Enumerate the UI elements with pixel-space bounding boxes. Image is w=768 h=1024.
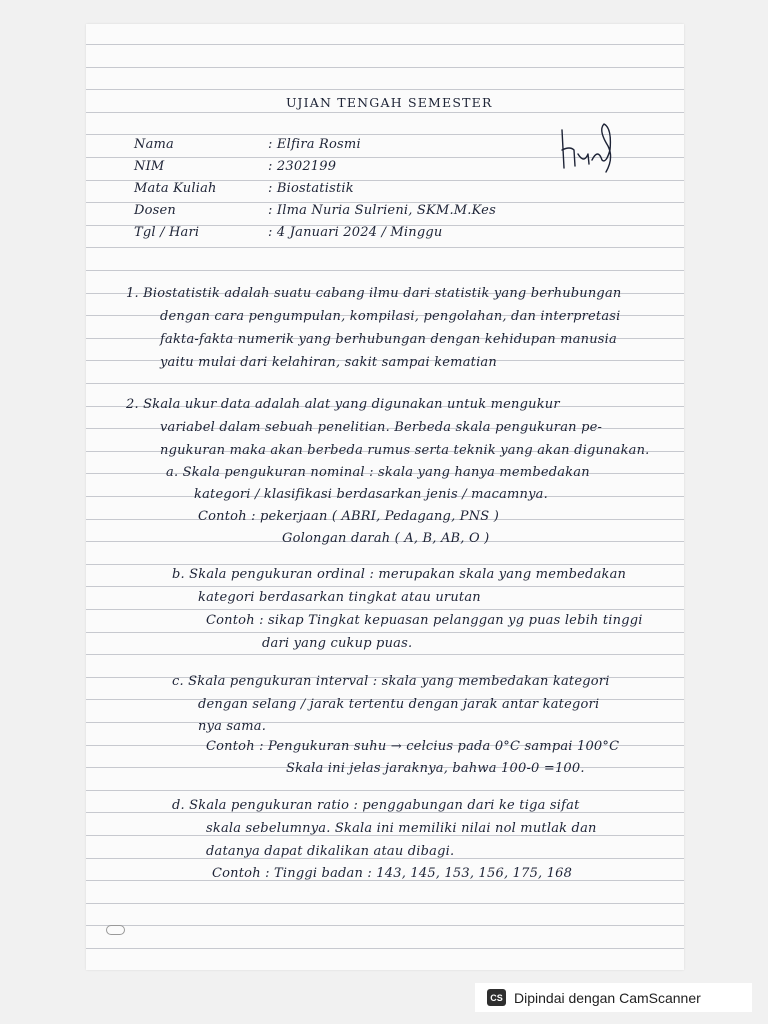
answer-line: a. Skala pengukuran nominal : skala yang hanya membedakan xyxy=(166,465,590,480)
answer-line: Contoh : Tinggi badan : 143, 145, 153, 156, 175, 168 xyxy=(212,866,573,881)
answer-line: Golongan darah ( A, B, AB, O ) xyxy=(282,531,490,546)
answer-line: Contoh : Pengukuran suhu → celcius pada 0°C sampai 100°C xyxy=(206,739,620,754)
answer-line: ngukuran maka akan berbeda rumus serta teknik yang akan digunakan. xyxy=(160,443,650,458)
field-value: : Elfira Rosmi xyxy=(268,137,361,152)
rule-line xyxy=(86,632,684,633)
camscanner-label: Dipindai dengan CamScanner xyxy=(514,989,701,1006)
answer-line: c. Skala pengukuran interval : skala yang membedakan kategori xyxy=(172,674,610,689)
rule-line xyxy=(86,925,684,926)
rule-line xyxy=(86,722,684,723)
rule-line xyxy=(86,67,684,68)
rule-line xyxy=(86,89,684,90)
field-value: : 4 Januari 2024 / Minggu xyxy=(268,225,443,240)
field-label: Dosen xyxy=(134,203,176,218)
camscanner-badge xyxy=(475,983,752,1012)
answer-line: dengan cara pengumpulan, kompilasi, pengolahan, dan interpretasi xyxy=(160,309,621,324)
answer-line: 1. Biostatistik adalah suatu cabang ilmu dari statistik yang berhubungan xyxy=(126,286,622,301)
field-value: : Biostatistik xyxy=(268,181,354,196)
rule-line xyxy=(86,383,684,384)
answer-line: kategori / klasifikasi berdasarkan jenis / macamnya. xyxy=(194,487,548,502)
signature xyxy=(554,120,620,176)
answer-line: datanya dapat dikalikan atau dibagi. xyxy=(206,844,455,859)
field-label: Nama xyxy=(134,137,175,152)
answer-line: Skala ini jelas jaraknya, bahwa 100-0 =100. xyxy=(286,761,585,776)
field-label: NIM xyxy=(134,159,165,174)
rule-line xyxy=(86,44,684,45)
answer-line: nya sama. xyxy=(198,719,267,734)
camscanner-logo-icon: CS xyxy=(487,989,506,1006)
answer-line: dengan selang / jarak tertentu dengan jarak antar kategori xyxy=(198,697,600,712)
rule-line xyxy=(86,586,684,587)
field-label: Tgl / Hari xyxy=(134,225,200,240)
rule-line xyxy=(86,654,684,655)
rule-line xyxy=(86,564,684,565)
answer-line: fakta-fakta numerik yang berhubungan dengan kehidupan manusia xyxy=(160,332,617,347)
exam-title: UJIAN TENGAH SEMESTER xyxy=(286,95,493,110)
rule-line xyxy=(86,247,684,248)
rule-line xyxy=(86,903,684,904)
answer-line: Contoh : sikap Tingkat kepuasan pelanggan yg puas lebih tinggi xyxy=(206,613,643,628)
answer-line: Contoh : pekerjaan ( ABRI, Pedagang, PNS ) xyxy=(198,509,499,524)
answer-line: kategori berdasarkan tingkat atau urutan xyxy=(198,590,481,605)
answer-line: skala sebelumnya. Skala ini memiliki nilai nol mutlak dan xyxy=(206,821,597,836)
notebook-page xyxy=(86,24,684,970)
page-mark xyxy=(106,925,125,935)
rule-line xyxy=(86,112,684,113)
field-label: Mata Kuliah xyxy=(134,181,217,196)
answer-line: dari yang cukup puas. xyxy=(262,636,413,651)
rule-line xyxy=(86,609,684,610)
rule-line xyxy=(86,270,684,271)
answer-line: variabel dalam sebuah penelitian. Berbeda skala pengukuran pe- xyxy=(160,420,603,435)
rule-line xyxy=(86,790,684,791)
answer-line: d. Skala pengukuran ratio : penggabungan dari ke tiga sifat xyxy=(172,798,580,813)
answer-line: b. Skala pengukuran ordinal : merupakan skala yang membedakan xyxy=(172,567,627,582)
field-value: : Ilma Nuria Sulrieni, SKM.M.Kes xyxy=(268,203,496,218)
field-value: : 2302199 xyxy=(268,159,337,174)
answer-line: 2. Skala ukur data adalah alat yang digunakan untuk mengukur xyxy=(126,397,560,412)
answer-line: yaitu mulai dari kelahiran, sakit sampai kematian xyxy=(160,355,497,370)
rule-line xyxy=(86,948,684,949)
